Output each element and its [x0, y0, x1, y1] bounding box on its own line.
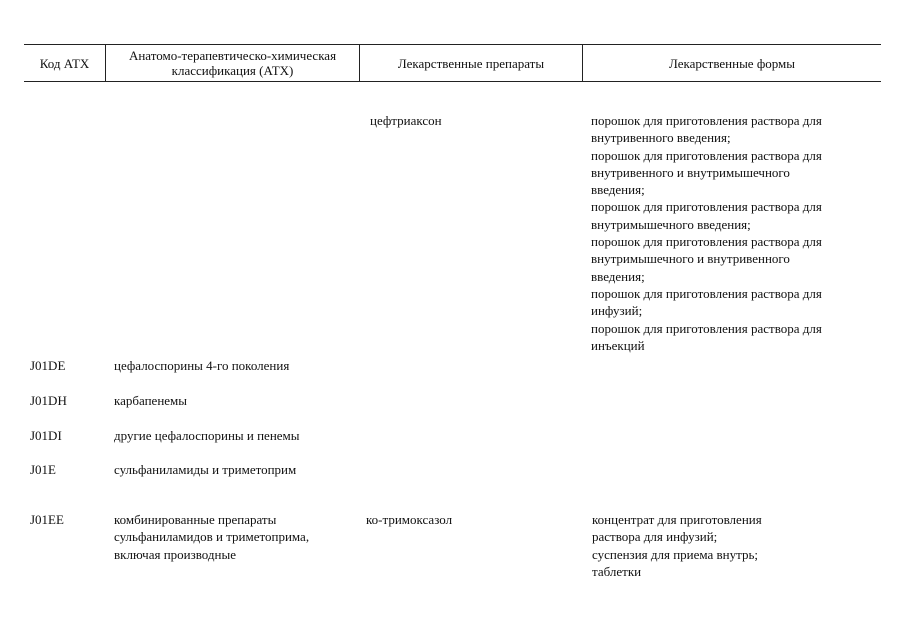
header-forms-label: Лекарственные формы [668, 55, 796, 71]
atc-code-j01de: J01DE [30, 358, 66, 373]
atc-name-j01e: сульфаниламиды и триметоприм [114, 462, 297, 477]
form-line: введения; [591, 182, 645, 198]
drug-ceftriaxone: цефтриаксон [370, 113, 442, 128]
atc-name-line: включая производные [114, 546, 236, 562]
atc-code-j01dh: J01DH [30, 393, 67, 408]
atc-name-j01di: другие цефалоспорины и пенемы [114, 428, 300, 443]
atc-name-j01dh: карбапенемы [114, 393, 188, 408]
form-line: введения; [591, 268, 645, 284]
form-line: внутривенного и внутримышечного [591, 164, 790, 180]
form-line: порошок для приготовления раствора для [591, 199, 822, 215]
atc-code-j01e: J01E [30, 462, 56, 477]
form-line: порошок для приготовления раствора для [591, 285, 822, 301]
form-line: порошок для приготовления раствора для [591, 234, 822, 250]
form-line: внутримышечного введения; [591, 216, 751, 232]
header-drugs [360, 45, 583, 81]
header-atc [106, 45, 360, 81]
drug-co-trimoxazole: ко-тримоксазол [366, 512, 453, 527]
header-atc-line-2: классификация (АТХ) [171, 63, 294, 78]
form-line: порошок для приготовления раствора для [591, 320, 822, 336]
form-line: внутримышечного и внутривенного [591, 251, 790, 267]
header-code-label: Код АТХ [39, 55, 90, 71]
header-atc-line-1: Анатомо-терапевтическо-химическая [128, 48, 337, 63]
form-line: инъекций [591, 337, 645, 353]
atc-name-j01de: цефалоспорины 4-го поколения [114, 358, 290, 373]
table-header [24, 44, 881, 82]
atc-name-line: комбинированные препараты [114, 512, 277, 527]
form-line: порошок для приготовления раствора для [591, 147, 822, 163]
atc-name-line: сульфаниламидов и триметоприма, [114, 529, 310, 545]
form-line: порошок для приготовления раствора для [591, 113, 822, 128]
atc-code-j01ee: J01EE [30, 512, 64, 527]
form-line: раствора для инфузий; [592, 529, 718, 545]
atc-code-j01di: J01DI [30, 428, 62, 443]
forms-co-trimoxazole [592, 511, 762, 580]
forms-ceftriaxone [591, 112, 822, 354]
form-line: внутривенного введения; [591, 130, 731, 146]
form-line: инфузий; [591, 303, 643, 319]
header-atc-label [129, 48, 336, 78]
form-line: таблетки [592, 563, 642, 579]
atc-name-j01ee [114, 511, 309, 563]
header-drugs-label: Лекарственные препараты [397, 55, 545, 71]
form-line: суспензия для приема внутрь; [592, 546, 759, 562]
header-forms [583, 45, 881, 81]
form-line: концентрат для приготовления [592, 512, 762, 527]
header-code [24, 45, 106, 81]
